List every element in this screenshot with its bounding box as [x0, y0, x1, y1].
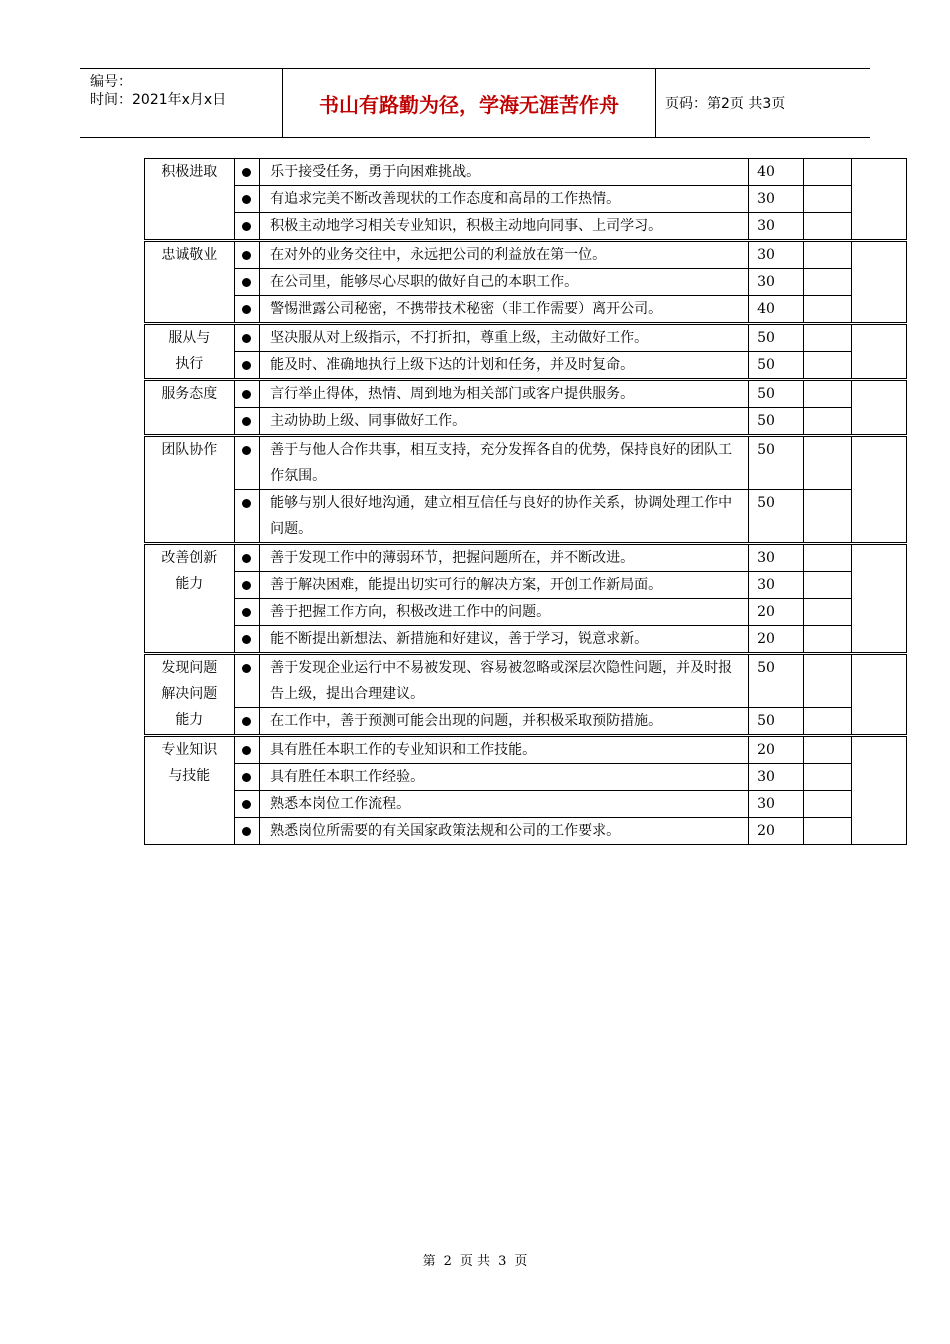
group-total-cell[interactable] [851, 736, 906, 845]
group-total-cell[interactable] [851, 436, 906, 544]
bullet-cell [234, 186, 260, 213]
score-cell: 50 [749, 408, 804, 436]
group-total-cell[interactable] [851, 159, 906, 241]
rating-cell[interactable] [804, 269, 852, 296]
bullet-cell [234, 791, 260, 818]
bullet-cell [234, 490, 260, 544]
table-row [145, 159, 907, 186]
table-row [145, 599, 907, 626]
footer-page: 2 [443, 1254, 452, 1269]
bullet-cell [234, 818, 260, 845]
number-label: 编号： [90, 74, 132, 90]
criterion-text: 具有胜任本职工作经验。 [260, 764, 749, 791]
score-cell: 30 [749, 791, 804, 818]
table-row [145, 764, 907, 791]
table-row [145, 708, 907, 736]
score-cell: 20 [749, 626, 804, 654]
score-cell: 30 [749, 269, 804, 296]
rating-cell[interactable] [804, 599, 852, 626]
criterion-text: 能够与别人很好地沟通，建立相互信任与良好的协作关系，协调处理工作中问题。 [260, 490, 749, 544]
table-row [145, 408, 907, 436]
bullet-icon [242, 334, 251, 343]
score-cell: 20 [749, 599, 804, 626]
rating-cell[interactable] [804, 352, 852, 380]
bullet-icon [242, 773, 251, 782]
bullet-icon [242, 581, 251, 590]
bullet-icon [242, 361, 251, 370]
bullet-icon [242, 664, 251, 673]
bullet-cell [234, 708, 260, 736]
score-cell: 50 [749, 380, 804, 408]
category-cell: 团队协作 [145, 436, 235, 544]
rating-cell[interactable] [804, 490, 852, 544]
criterion-text: 言行举止得体，热情、周到地为相关部门或客户提供服务。 [260, 380, 749, 408]
criterion-text: 善于发现企业运行中不易被发现、容易被忽略或深层次隐性问题，并及时报告上级，提出合理建议。 [260, 654, 749, 708]
bullet-icon [242, 499, 251, 508]
bullet-cell [234, 241, 260, 269]
criterion-text: 在对外的业务交往中，永远把公司的利益放在第一位。 [260, 241, 749, 269]
table-row [145, 269, 907, 296]
rating-cell[interactable] [804, 241, 852, 269]
score-cell: 30 [749, 186, 804, 213]
group-total-cell[interactable] [851, 544, 906, 654]
score-cell: 30 [749, 241, 804, 269]
score-cell: 30 [749, 213, 804, 241]
time-label: 时间：2021年x月x日 [90, 92, 227, 108]
bullet-cell [234, 764, 260, 791]
criterion-text: 有追求完美不断改善现状的工作态度和高昂的工作热情。 [260, 186, 749, 213]
group-total-cell[interactable] [851, 324, 906, 380]
criterion-text: 能及时、准确地执行上级下达的计划和任务，并及时复命。 [260, 352, 749, 380]
criterion-text: 熟悉岗位所需要的有关国家政策法规和公司的工作要求。 [260, 818, 749, 845]
bullet-icon [242, 195, 251, 204]
bullet-icon [242, 222, 251, 231]
page-footer [0, 1250, 950, 1269]
table-row [145, 791, 907, 818]
criterion-text: 能不断提出新想法、新措施和好建议，善于学习，锐意求新。 [260, 626, 749, 654]
table-row [145, 213, 907, 241]
rating-cell[interactable] [804, 408, 852, 436]
bullet-icon [242, 278, 251, 287]
table-row [145, 186, 907, 213]
rating-cell[interactable] [804, 626, 852, 654]
evaluation-table [144, 158, 907, 845]
bullet-icon [242, 446, 251, 455]
score-cell: 50 [749, 436, 804, 490]
score-cell: 40 [749, 159, 804, 186]
group-total-cell[interactable] [851, 241, 906, 324]
criterion-text: 乐于接受任务，勇于向困难挑战。 [260, 159, 749, 186]
criterion-text: 积极主动地学习相关专业知识，积极主动地向同事、上司学习。 [260, 213, 749, 241]
criterion-text: 善于把握工作方向，积极改进工作中的问题。 [260, 599, 749, 626]
score-cell: 50 [749, 490, 804, 544]
bullet-cell [234, 626, 260, 654]
table-row [145, 818, 907, 845]
bullet-cell [234, 436, 260, 490]
table-row [145, 324, 907, 352]
bullet-icon [242, 827, 251, 836]
footer-total: 3 [498, 1254, 507, 1269]
score-cell: 30 [749, 544, 804, 572]
criterion-text: 善于与他人合作共事，相互支持，充分发挥各自的优势，保持良好的团队工作氛围。 [260, 436, 749, 490]
rating-cell[interactable] [804, 818, 852, 845]
bullet-cell [234, 213, 260, 241]
criterion-text: 警惕泄露公司秘密，不携带技术秘密（非工作需要）离开公司。 [260, 296, 749, 324]
criterion-text: 熟悉本岗位工作流程。 [260, 791, 749, 818]
score-cell: 50 [749, 654, 804, 708]
score-cell: 20 [749, 736, 804, 764]
rating-cell[interactable] [804, 186, 852, 213]
page-header [80, 68, 870, 138]
criterion-text: 善于解决困难，能提出切实可行的解决方案，开创工作新局面。 [260, 572, 749, 599]
bullet-cell [234, 408, 260, 436]
bullet-icon [242, 390, 251, 399]
category-cell: 服务态度 [145, 380, 235, 436]
rating-cell[interactable] [804, 544, 852, 572]
group-total-cell[interactable] [851, 654, 906, 736]
category-cell: 积极进取 [145, 159, 235, 241]
footer-mid: 页 共 [459, 1254, 491, 1269]
footer-prefix: 第 [422, 1254, 436, 1269]
criterion-text: 主动协助上级、同事做好工作。 [260, 408, 749, 436]
category-cell: 忠诚敬业 [145, 241, 235, 324]
score-cell: 20 [749, 818, 804, 845]
rating-cell[interactable] [804, 436, 852, 490]
table-row [145, 296, 907, 324]
score-cell: 30 [749, 764, 804, 791]
rating-cell[interactable] [804, 324, 852, 352]
rating-cell[interactable] [804, 572, 852, 599]
criterion-text: 在公司里，能够尽心尽职的做好自己的本职工作。 [260, 269, 749, 296]
bullet-icon [242, 168, 251, 177]
rating-cell[interactable] [804, 213, 852, 241]
score-cell: 50 [749, 708, 804, 736]
score-cell: 30 [749, 572, 804, 599]
score-cell: 50 [749, 352, 804, 380]
category-cell: 改善创新 能力 [145, 544, 235, 654]
bullet-cell [234, 654, 260, 708]
table-row [145, 544, 907, 572]
bullet-cell [234, 572, 260, 599]
table-row [145, 736, 907, 764]
bullet-icon [242, 635, 251, 644]
bullet-cell [234, 380, 260, 408]
bullet-icon [242, 800, 251, 809]
table-row [145, 626, 907, 654]
table-row [145, 572, 907, 599]
bullet-cell [234, 544, 260, 572]
table-row [145, 654, 907, 708]
score-cell: 40 [749, 296, 804, 324]
header-page-info: 页码：第2页 共3页 [665, 96, 786, 112]
rating-cell[interactable] [804, 159, 852, 186]
bullet-icon [242, 746, 251, 755]
category-cell: 发现问题 解决问题 能力 [145, 654, 235, 736]
bullet-cell [234, 736, 260, 764]
bullet-cell [234, 324, 260, 352]
bullet-cell [234, 296, 260, 324]
bullet-icon [242, 717, 251, 726]
criterion-text: 坚决服从对上级指示，不打折扣，尊重上级，主动做好工作。 [260, 324, 749, 352]
rating-cell[interactable] [804, 380, 852, 408]
bullet-icon [242, 608, 251, 617]
score-cell: 50 [749, 324, 804, 352]
footer-suffix: 页 [514, 1254, 528, 1269]
header-meta [80, 69, 283, 137]
criterion-text: 具有胜任本职工作的专业知识和工作技能。 [260, 736, 749, 764]
rating-cell[interactable] [804, 708, 852, 736]
table-row [145, 490, 907, 544]
criterion-text: 在工作中，善于预测可能会出现的问题，并积极采取预防措施。 [260, 708, 749, 736]
bullet-icon [242, 305, 251, 314]
rating-cell[interactable] [804, 764, 852, 791]
bullet-cell [234, 159, 260, 186]
rating-cell[interactable] [804, 736, 852, 764]
table-row [145, 241, 907, 269]
bullet-icon [242, 251, 251, 260]
category-cell: 服从与 执行 [145, 324, 235, 380]
rating-cell[interactable] [804, 296, 852, 324]
bullet-icon [242, 554, 251, 563]
criterion-text: 善于发现工作中的薄弱环节，把握问题所在，并不断改进。 [260, 544, 749, 572]
rating-cell[interactable] [804, 654, 852, 708]
bullet-cell [234, 269, 260, 296]
bullet-cell [234, 352, 260, 380]
rating-cell[interactable] [804, 791, 852, 818]
bullet-icon [242, 417, 251, 426]
table-row [145, 436, 907, 490]
group-total-cell[interactable] [851, 380, 906, 436]
table-row [145, 352, 907, 380]
header-motto: 书山有路勤为径，学海无涯苦作舟 [283, 69, 656, 137]
table-row [145, 380, 907, 408]
category-cell: 专业知识 与技能 [145, 736, 235, 845]
bullet-cell [234, 599, 260, 626]
